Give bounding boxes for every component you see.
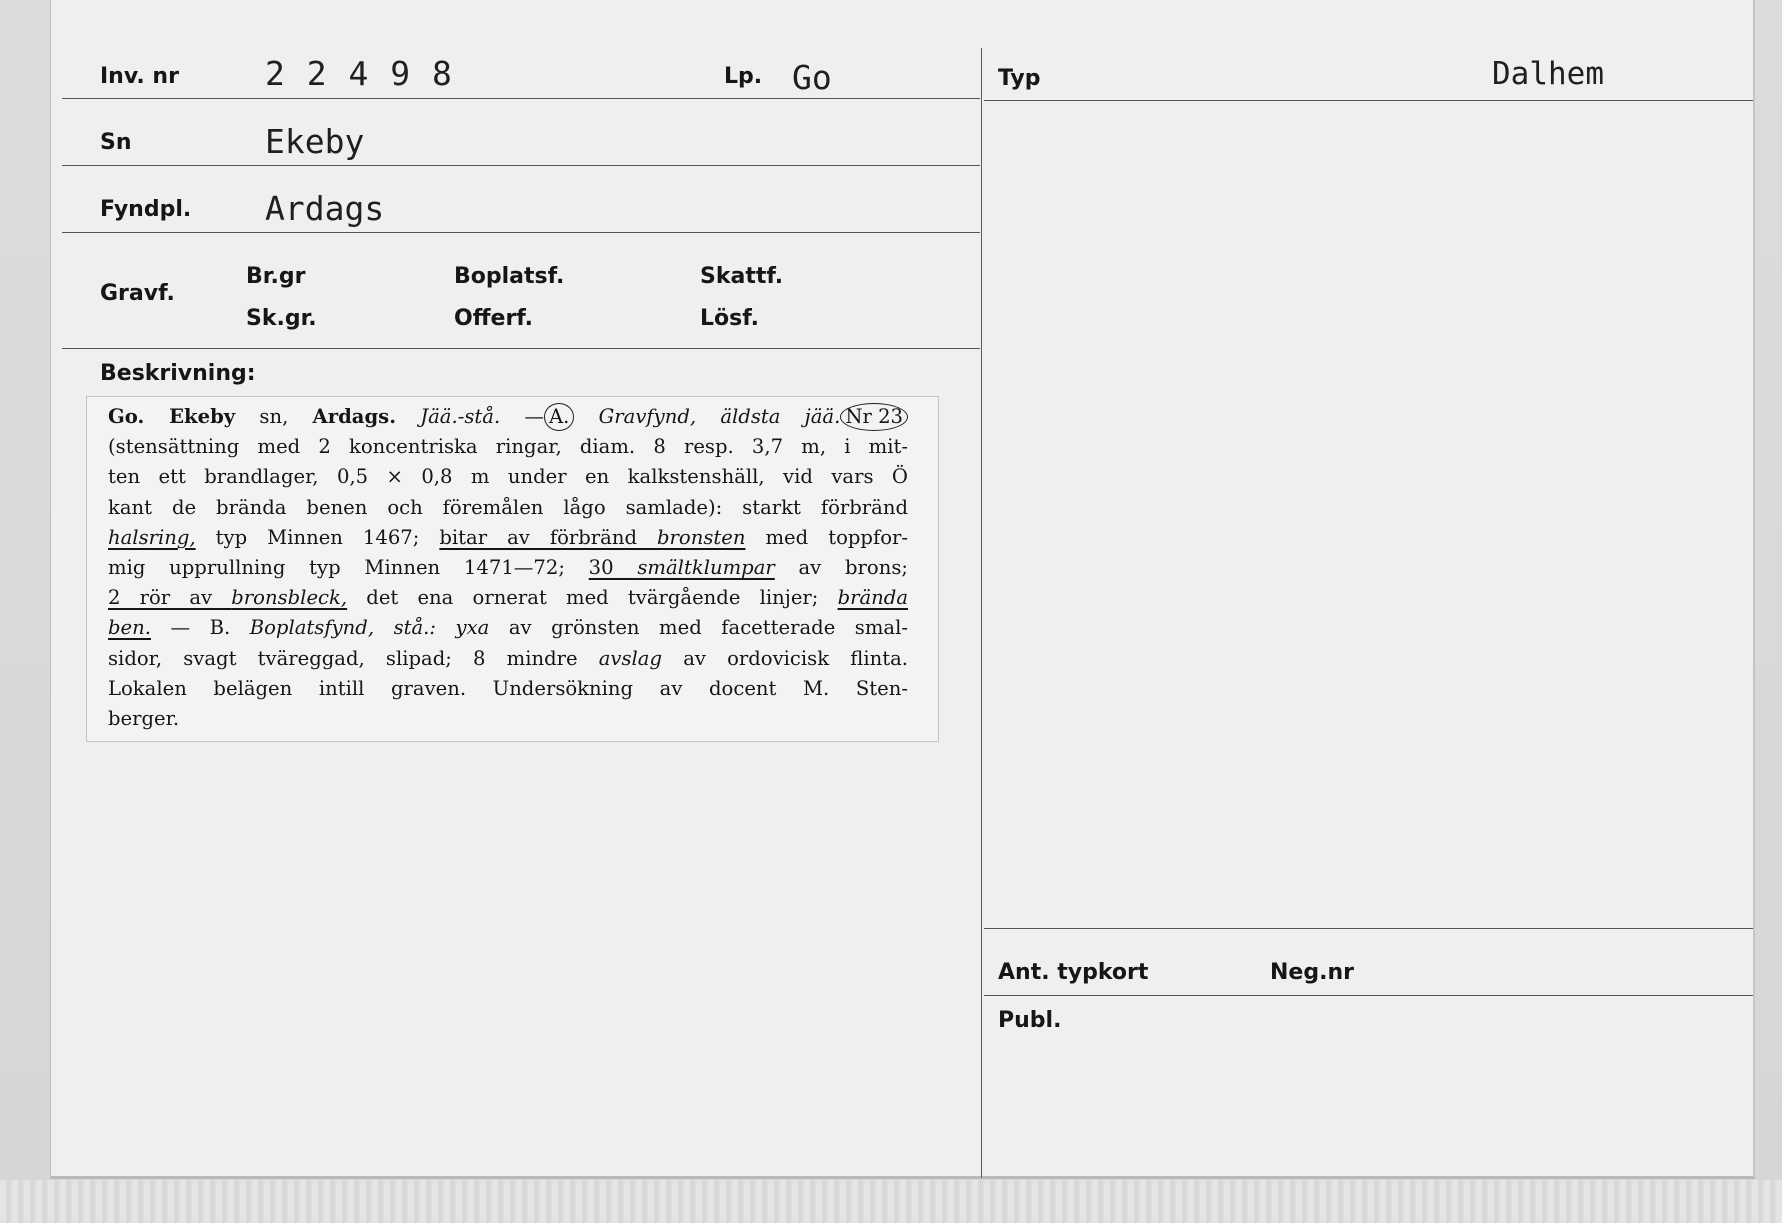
- description-line-6: [108, 553, 908, 583]
- desc-underlined: ben.: [108, 616, 151, 640]
- description-line-8: [108, 613, 908, 643]
- description-line-1: [108, 402, 908, 432]
- losf-label: Lösf.: [700, 306, 759, 331]
- desc-parish: Go. Ekeby: [108, 405, 236, 428]
- desc-text: avslag: [598, 646, 663, 670]
- card-column-divider: [981, 48, 982, 1178]
- desc-underlined: bronsten: [657, 525, 746, 549]
- rule-ant-top: [984, 928, 1753, 929]
- gravf-label: Gravf.: [100, 281, 175, 306]
- description-line-10: Lokalen belägen intill graven. Undersökning av docent M. Sten-: [108, 676, 908, 700]
- lp-label: Lp.: [724, 64, 763, 89]
- boplatsf-label: Boplatsf.: [454, 264, 565, 289]
- description-line-2: (stensättning med 2 koncentriska ringar, diam. 8 resp. 3,7 m, i mit-: [108, 435, 908, 459]
- rule-ant-bottom: [984, 995, 1753, 996]
- desc-text: Gravfynd, äldsta jää.: [574, 405, 841, 428]
- ant-typkort-label: Ant. typkort: [998, 960, 1149, 985]
- sn-value: Ekeby: [265, 122, 365, 161]
- beskrivning-label: Beskrivning:: [100, 361, 256, 386]
- desc-text: mig upprullning typ Minnen 1471—72;: [108, 556, 589, 580]
- rule-gravf: [62, 348, 980, 349]
- description-line-5: [108, 523, 908, 553]
- sn-label: Sn: [100, 130, 132, 155]
- fyndpl-value: Ardags: [265, 189, 385, 228]
- rule-typ: [984, 100, 1753, 101]
- lp-value: Go: [792, 58, 832, 97]
- neg-nr-label: Neg.nr: [1270, 960, 1354, 985]
- desc-underlined: 2 rör av: [108, 586, 232, 610]
- desc-text: Boplatsfynd, stå.: yxa: [249, 616, 490, 640]
- desc-text: det ena ornerat med tvärgående linjer;: [347, 586, 838, 610]
- rule-sn: [62, 165, 980, 166]
- fyndpl-label: Fyndpl.: [100, 197, 192, 222]
- description-line-7: [108, 583, 908, 613]
- desc-text: — B.: [151, 616, 250, 640]
- scan-edge-strip: [0, 1180, 1782, 1223]
- desc-underlined: bitar av förbränd: [439, 525, 658, 549]
- inv-nr-value: 2 2 4 9 8: [265, 54, 453, 93]
- brgr-label: Br.gr: [246, 264, 306, 289]
- desc-underlined: brända: [837, 586, 908, 610]
- desc-period: Jää.-stå.: [396, 405, 501, 428]
- description-line-4: kant de brända benen och föremålen lågo samlade): starkt förbränd: [108, 495, 908, 519]
- desc-text: sidor, svagt tväreggad, slipad; 8 mindre: [108, 646, 599, 670]
- description-line-3: ten ett brandlager, 0,5 × 0,8 m under en kalkstenshäll, vid vars Ö: [108, 465, 908, 489]
- desc-underlined: halsring,: [108, 525, 196, 549]
- rule-fyndpl: [62, 232, 980, 233]
- typ-label: Typ: [998, 66, 1041, 91]
- desc-site: Ardags.: [312, 405, 397, 428]
- desc-underlined: smältklumpar: [637, 556, 775, 580]
- description-line-9: [108, 644, 908, 674]
- publ-label: Publ.: [998, 1008, 1062, 1033]
- desc-text: —: [500, 405, 544, 428]
- inv-nr-label: Inv. nr: [100, 64, 179, 89]
- description-text: [108, 402, 908, 734]
- skgr-label: Sk.gr.: [246, 306, 317, 331]
- rule-inv: [62, 98, 980, 99]
- desc-text: sn,: [235, 405, 313, 428]
- desc-text: av ordovicisk flinta.: [662, 646, 908, 670]
- circled-grave-number: Nr 23: [840, 403, 908, 431]
- desc-text: typ Minnen 1467;: [195, 525, 440, 549]
- desc-text: med toppfor-: [745, 525, 908, 549]
- desc-text: av grönsten med facetterade smal-: [489, 616, 908, 640]
- typ-value: Dalhem: [1492, 56, 1604, 92]
- desc-text: av brons;: [774, 556, 908, 580]
- desc-underlined: 30: [588, 556, 638, 580]
- desc-underlined: bronsbleck,: [231, 586, 348, 610]
- skattf-label: Skattf.: [700, 264, 784, 289]
- offerf-label: Offerf.: [454, 306, 534, 331]
- circled-section-a: A.: [544, 403, 574, 431]
- description-line-11: berger.: [108, 707, 180, 731]
